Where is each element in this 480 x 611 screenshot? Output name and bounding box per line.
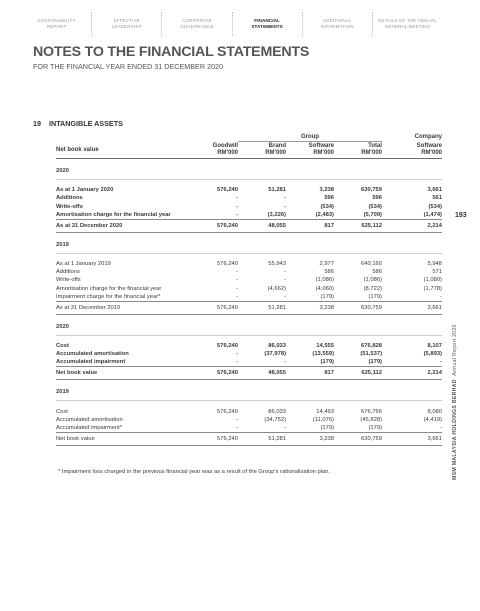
total-value: 576,240 <box>190 433 238 446</box>
year-heading-row <box>56 232 442 253</box>
row-value: 640,160 <box>361 261 382 268</box>
row-value: 586 <box>324 269 334 276</box>
row-value: 8,107 <box>427 342 442 349</box>
row-value: (1,474) <box>423 211 442 218</box>
section-title: INTANGIBLE ASSETS <box>49 119 123 128</box>
row-value: 14,555 <box>316 342 334 349</box>
table-row <box>56 285 442 293</box>
section-heading <box>33 119 123 128</box>
row-value: (34,752) <box>264 416 286 423</box>
row-value: (534) <box>428 203 442 210</box>
year-heading-row <box>56 314 442 335</box>
nav-item-governance[interactable]: CORPORATE GOVERNANCE <box>162 12 232 36</box>
row-label: Impairment charge for the financial year* <box>56 293 161 300</box>
table-row <box>56 407 442 415</box>
total-value: 576,240 <box>190 219 238 232</box>
row-value: 5,948 <box>427 261 442 268</box>
nav-item-information[interactable]: ADDITIONAL INFORMATION <box>303 12 373 36</box>
row-value: 3,661 <box>427 187 442 194</box>
row-value: - <box>236 269 238 276</box>
row-value: (1,086) <box>315 277 334 284</box>
row-value: 576,240 <box>217 342 238 349</box>
row-value: (1,080) <box>423 277 442 284</box>
nav-item-general-meeting[interactable]: DETAILS OF THE ANNUAL GENERAL MEETING <box>378 18 437 29</box>
goodwill-header: Goodwill RM'000 <box>190 142 238 159</box>
row-label: Accumulated amortisation <box>56 416 123 423</box>
table-row <box>56 211 442 220</box>
total-value: 51,281 <box>238 433 286 446</box>
total-value: 630,759 <box>334 301 382 314</box>
row-label: Amortisation charge for the financial year <box>56 285 162 292</box>
row-value: - <box>284 269 286 276</box>
row-value: 86,033 <box>268 342 286 349</box>
row-value: (8,722) <box>363 285 382 292</box>
row-value: 86,033 <box>268 408 286 415</box>
row-value: 596 <box>372 195 382 202</box>
table-row <box>56 358 442 367</box>
nav-item-leadership[interactable]: EFFECTIVE LEADERSHIP <box>92 12 162 36</box>
row-value: - <box>284 359 286 366</box>
row-value: (4,662) <box>267 285 286 292</box>
row-value: - <box>284 277 286 284</box>
table-row <box>56 293 442 302</box>
row-value: (179) <box>368 359 382 366</box>
row-value: (5,709) <box>363 211 382 218</box>
row-label: As at 1 January 2019 <box>56 261 111 268</box>
row-value: - <box>284 424 286 431</box>
row-value: - <box>236 285 238 292</box>
total-value: 48,055 <box>238 367 286 380</box>
total-row <box>56 433 442 446</box>
table-row <box>56 342 442 350</box>
section-number: 19 <box>33 119 41 128</box>
table-row <box>56 416 442 424</box>
row-value: (37,978) <box>264 351 286 358</box>
row-label: As at 1 January 2020 <box>56 187 114 194</box>
total-value: 817 <box>286 219 334 232</box>
total-value: 3,238 <box>286 433 334 446</box>
total-label: As at 31 December 2019 <box>56 301 190 314</box>
row-value: 2,977 <box>319 261 334 268</box>
row-value: (13,559) <box>312 351 334 358</box>
table-row <box>56 424 442 433</box>
page-number: 193 <box>455 212 467 219</box>
side-running-header <box>452 230 464 480</box>
total-label: Net book value <box>56 367 190 380</box>
row-value: 561 <box>432 195 442 202</box>
total-value: 3,661 <box>394 301 442 314</box>
row-value: - <box>236 203 238 210</box>
row-value: 586 <box>372 269 382 276</box>
company-label: Company <box>414 134 442 141</box>
row-value: 8,080 <box>427 408 442 415</box>
table-row <box>56 268 442 276</box>
row-label: Cost <box>56 408 68 415</box>
total-value: 3,661 <box>394 433 442 446</box>
row-label: Amortisation charge for the financial year <box>56 211 171 218</box>
row-label: Cost <box>56 342 69 349</box>
total-value: 2,214 <box>394 219 442 232</box>
row-value: (11,076) <box>312 416 334 423</box>
year-heading: 2019 <box>56 232 442 253</box>
row-label: Additions <box>56 269 80 276</box>
company-software-header: Software RM'000 <box>394 142 442 159</box>
row-label: Additions <box>56 195 83 202</box>
year-heading: 2019 <box>56 380 442 401</box>
total-label: As at 31 December 2020 <box>56 219 190 232</box>
row-value: (5,893) <box>423 351 442 358</box>
row-label: Accumulated impairment* <box>56 424 123 431</box>
row-value: (1,778) <box>423 285 442 292</box>
total-row <box>56 301 442 314</box>
side-company-name: MSM MALAYSIA HOLDINGS BERHAD <box>452 379 458 480</box>
total-value: 576,240 <box>190 367 238 380</box>
row-value: (179) <box>368 293 382 300</box>
row-value: 576,240 <box>217 187 238 194</box>
table-row <box>56 203 442 211</box>
row-value: - <box>236 424 238 431</box>
year-heading: 2020 <box>56 159 442 180</box>
row-value: (51,537) <box>360 351 382 358</box>
row-value: (4,060) <box>315 285 334 292</box>
row-value: (45,828) <box>360 416 382 423</box>
row-value: - <box>236 293 238 300</box>
row-value: - <box>236 416 238 423</box>
row-value: - <box>236 211 238 218</box>
table-row <box>56 194 442 202</box>
row-value: (3,226) <box>267 211 286 218</box>
row-value: 14,493 <box>316 408 334 415</box>
group-label: Group <box>238 133 382 142</box>
row-value: - <box>284 195 286 202</box>
year-heading-row <box>56 380 442 401</box>
row-value: 576,240 <box>217 261 238 268</box>
row-label: Accumulated impairment <box>56 359 126 366</box>
total-row <box>56 367 442 380</box>
row-value: - <box>284 203 286 210</box>
brand-header: Brand RM'000 <box>238 142 286 159</box>
row-value: - <box>236 195 238 202</box>
net-book-value-header: Net book value <box>56 142 190 159</box>
year-heading: 2020 <box>56 314 442 335</box>
row-value: 676,766 <box>361 408 382 415</box>
total-row <box>56 219 442 232</box>
total-value: 48,055 <box>238 219 286 232</box>
total-value: 576,240 <box>190 301 238 314</box>
group-header-row <box>56 133 442 142</box>
total-label: Net book value <box>56 433 190 446</box>
row-value: (2,483) <box>315 211 334 218</box>
total-value: 817 <box>286 367 334 380</box>
footnote: * Impairment loss charged in the previous financial year was as a result of the Group's rationalisation plan. <box>58 469 331 475</box>
row-value: 51,281 <box>268 187 286 194</box>
total-value: 3,238 <box>286 301 334 314</box>
table-row <box>56 350 442 358</box>
row-value: 55,943 <box>268 261 286 268</box>
table-row <box>56 260 442 268</box>
row-value: (179) <box>320 424 334 431</box>
row-value: 630,759 <box>361 187 382 194</box>
row-value: - <box>236 351 238 358</box>
total-value: 51,281 <box>238 301 286 314</box>
row-value: (4,419) <box>423 416 442 423</box>
side-report-name: Annual Report 2020 <box>452 324 458 376</box>
table-row <box>56 276 442 284</box>
row-value: (534) <box>320 203 334 210</box>
row-value: 3,238 <box>319 187 334 194</box>
row-value: - <box>284 293 286 300</box>
year-heading-row <box>56 159 442 180</box>
row-value: 576,240 <box>217 408 238 415</box>
row-label: Accumulated amortisation <box>56 351 129 358</box>
total-value: 625,112 <box>334 219 382 232</box>
row-label: Write-offs <box>56 277 81 284</box>
row-value: (534) <box>368 203 382 210</box>
row-value: (179) <box>320 293 334 300</box>
page-title: NOTES TO THE FINANCIAL STATEMENTS <box>33 44 310 60</box>
total-value: 625,112 <box>334 367 382 380</box>
row-value: 676,828 <box>361 342 382 349</box>
total-value: 630,759 <box>334 433 382 446</box>
top-navigation <box>22 12 442 36</box>
intangible-assets-table <box>56 133 442 446</box>
row-value: - <box>440 293 442 300</box>
row-value: (1,086) <box>363 277 382 284</box>
row-value: - <box>440 359 442 366</box>
page-subtitle: FOR THE FINANCIAL YEAR ENDED 31 DECEMBER 2020 <box>33 62 223 71</box>
row-value: 571 <box>432 269 442 276</box>
row-value: (179) <box>368 424 382 431</box>
total-value: 2,214 <box>394 367 442 380</box>
row-value: - <box>236 277 238 284</box>
nav-item-report[interactable]: SUSTAINABILITY REPORT <box>22 12 92 36</box>
row-value: (179) <box>320 359 334 366</box>
total-header: Total RM'000 <box>334 142 382 159</box>
row-label: Write-offs <box>56 203 83 210</box>
table-row <box>56 186 442 194</box>
row-value: - <box>440 424 442 431</box>
column-header-row <box>56 142 442 159</box>
row-value: - <box>236 359 238 366</box>
software-header: Software RM'000 <box>286 142 334 159</box>
row-value: 596 <box>324 195 334 202</box>
nav-item-statements[interactable]: FINANCIAL STATEMENTS <box>233 12 303 36</box>
